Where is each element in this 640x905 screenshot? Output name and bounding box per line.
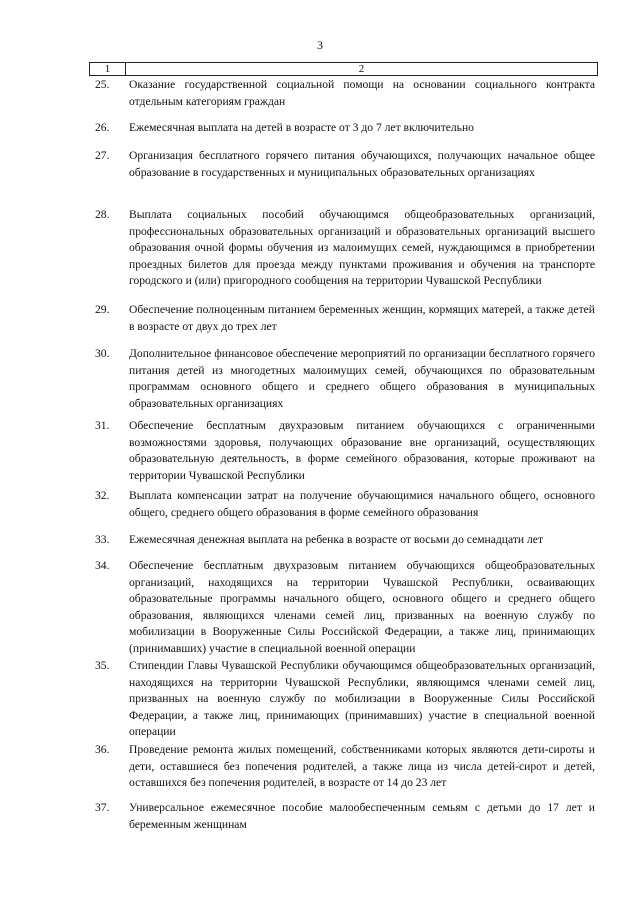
row-number: 35. bbox=[95, 659, 110, 672]
table-header-col2: 2 bbox=[358, 63, 365, 75]
row-number: 25. bbox=[95, 78, 110, 91]
row-text: Универсальное ежемесячное пособие малообеспеченным семьям с детьми до 17 лет и беременным женщинам bbox=[129, 801, 595, 831]
row-number: 29. bbox=[95, 303, 110, 316]
row-number: 32. bbox=[95, 489, 110, 502]
row-number: 36. bbox=[95, 743, 110, 756]
table-header bbox=[89, 62, 598, 76]
row-number: 26. bbox=[95, 121, 110, 134]
row-text: Организация бесплатного горячего питания обучающихся, получающих начальное общее образование в государственных и муниципальных образовательных организациях bbox=[129, 149, 595, 179]
row-text: Обеспечение бесплатным двухразовым питанием обучающихся общеобразовательных организаций, находящихся на территории Чувашской Республики, осваивающих образовательные программы начального общего, основного общего и среднего общего образования, являющихся членами семей лиц, призванных на военную службу по мобилизации в Вооруженные Силы Российской Федерации, а также лиц, принимающих (принимавших) участие в специальной военной операции bbox=[129, 559, 595, 655]
row-number: 31. bbox=[95, 419, 110, 432]
row-text: Выплата компенсации затрат на получение обучающимися начального общего, основного общего, среднего общего образования в форме семейного образования bbox=[129, 489, 595, 519]
row-number: 30. bbox=[95, 347, 110, 360]
row-text: Проведение ремонта жилых помещений, собственниками которых являются дети-сироты и дети, оставшиеся без попечения родителей, а также лица из числа детей-сирот и детей, оставшихся без попечения родителей, в возрасте от 14 до 23 лет bbox=[129, 743, 595, 790]
row-number: 33. bbox=[95, 533, 110, 546]
row-number: 34. bbox=[95, 559, 110, 572]
row-text: Дополнительное финансовое обеспечение мероприятий по организации бесплатного горячего питания детей из многодетных малоимущих семей, обучающихся по образовательным программам основного общего и среднего общего образования в муниципальных образовательных организациях bbox=[129, 347, 595, 410]
row-text: Стипендии Главы Чувашской Республики обучающимся общеобразовательных организаций, находящихся на территории Чувашской Республики, являющимся членами семей лиц, призванных на военную службу по мобилизации в Вооруженные Силы Российской Федерации, а также лиц, принимающих (принимавших) участие в специальной военной операции bbox=[129, 659, 595, 739]
row-text: Выплата социальных пособий обучающимся общеобразовательных организаций, профессиональных образовательных организаций и образовательных организаций высшего образования очной формы обучения из малоимущих семей, нуждающимся в приобретении проездных билетов для проезда между пунктами проживания и обучения на транспорте городского и (или) пригородного сообщения на территории Чувашской Республики bbox=[129, 208, 595, 288]
page-number: 3 bbox=[317, 38, 323, 52]
row-number: 28. bbox=[95, 208, 110, 221]
row-text: Ежемесячная денежная выплата на ребенка в возрасте от восьми до семнадцати лет bbox=[129, 533, 544, 546]
table-header-col1: 1 bbox=[90, 63, 126, 75]
row-text: Обеспечение бесплатным двухразовым питанием обучающихся с ограниченными возможностями здоровья, получающих образование вне организаций, осуществляющих образовательную деятельность, в форме семейного образования, которые проживают на территории Чувашской Республики bbox=[129, 419, 595, 482]
row-number: 27. bbox=[95, 149, 110, 162]
row-text: Обеспечение полноценным питанием беременных женщин, кормящих матерей, а также детей в возрасте от двух до трех лет bbox=[129, 303, 595, 333]
row-number: 37. bbox=[95, 801, 110, 814]
row-text: Оказание государственной социальной помощи на основании социального контракта отдельным категориям граждан bbox=[129, 78, 595, 108]
row-text: Ежемесячная выплата на детей в возрасте от 3 до 7 лет включительно bbox=[129, 121, 474, 134]
